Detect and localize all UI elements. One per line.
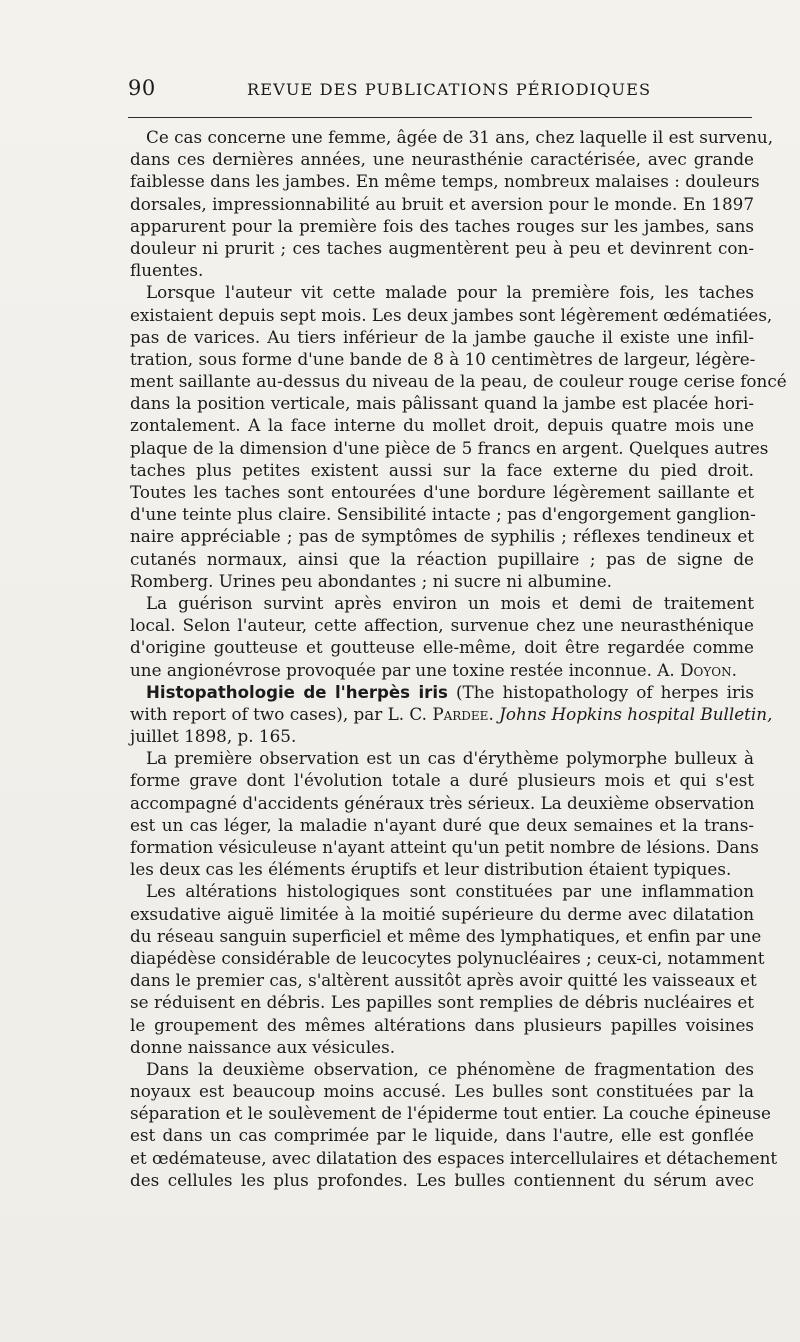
text-line: Romberg. Urines peu abondantes ; ni sucre ni albumine.: [130, 570, 613, 591]
text-line: local. Selon l'auteur, cette affection, survenue chez une neurasthénique: [130, 615, 754, 636]
text-line: juillet 1898, p. 165.: [130, 726, 297, 747]
article-title: Histopathologie de l'herpès iris: [146, 682, 448, 702]
text-line: séparation et le soulèvement de l'épiderme tout entier. La couche épineuse: [130, 1103, 771, 1124]
text-line: Toutes les taches sont entourées d'une bordure légèrement saillante et: [130, 482, 754, 502]
text-line: exsudative aiguë limitée à la moitié supérieure du derme avec dilatation: [130, 903, 754, 924]
paragraph-examination: [130, 281, 787, 592]
text-line: [130, 681, 754, 703]
header-rule: [128, 117, 752, 118]
paragraph-recovery: [130, 592, 754, 681]
text-line: se réduisent en débris. Les papilles sont remplies de débris nucléaires et: [130, 992, 754, 1013]
text-line: les deux cas les éléments éruptifs et leur distribution étaient typiques.: [130, 859, 732, 880]
paragraph-observations: [130, 747, 759, 880]
text-line: Lorsque l'auteur vit cette malade pour la première fois, les taches: [146, 282, 754, 303]
text-line: La première observation est un cas d'érythème polymorphe bulleux à: [146, 748, 754, 769]
paragraph-case-description: [130, 126, 774, 281]
author-signature: Doyon.: [680, 659, 737, 680]
article-reference: [130, 681, 773, 748]
article-author: Pardee.: [432, 703, 494, 724]
text-fragment: (The histopathology of herpes iris: [447, 681, 755, 702]
running-title: REVUE DES PUBLICATIONS PÉRIODIQUES: [247, 80, 652, 99]
text-line: dorsales, impressionnabilité au bruit et aversion pour le monde. En 1897: [130, 193, 754, 214]
text-line: fluentes.: [130, 260, 204, 281]
text-line: noyaux est beaucoup moins accusé. Les bulles sont constituées par la: [130, 1081, 754, 1102]
page-number: 90: [128, 76, 156, 100]
text-line: zontalement. A la face interne du mollet droit, depuis quatre mois une: [130, 415, 754, 436]
text-line: diapédèse considérable de leucocytes polynucléaires ; ceux-ci, notamment: [130, 947, 765, 968]
text-line: douleur ni prurit ; ces taches augmentèrent peu à peu et devinrent con-: [130, 237, 754, 258]
text-line: est dans un cas comprimée par le liquide, dans l'autre, elle est gonflée: [130, 1125, 754, 1146]
text-line: taches plus petites existent aussi sur la face externe du pied droit.: [130, 459, 754, 480]
text-line: formation vésiculeuse n'ayant atteint qu'un petit nombre de lésions. Dans: [130, 837, 759, 857]
text-line: des cellules les plus profondes. Les bulles contiennent du sérum avec: [130, 1169, 754, 1190]
page-header: [128, 74, 753, 110]
text-line: plaque de la dimension d'une pièce de 5 francs en argent. Quelques autres: [130, 437, 769, 458]
text-line: existaient depuis sept mois. Les deux jambes sont légèrement œdématiées,: [130, 304, 773, 325]
text-line: donne naissance aux vésicules.: [130, 1036, 396, 1057]
text-line: tration, sous forme d'une bande de 8 à 10 centimètres de largeur, légère-: [130, 348, 756, 369]
text-fragment: with report of two cases), par L. C.: [130, 703, 433, 724]
text-line: du réseau sanguin superficiel et même des lymphatiques, et enfin par une: [130, 925, 762, 946]
text-line: d'une teinte plus claire. Sensibilité intacte ; pas d'engorgement ganglion-: [130, 504, 756, 525]
text-line: d'origine goutteuse et goutteuse elle-même, doit être regardée comme: [130, 637, 754, 658]
text-line: Dans la deuxième observation, ce phénomène de fragmentation des: [146, 1058, 754, 1079]
text-line: dans ces dernières années, une neurasthénie caractérisée, avec grande: [130, 149, 754, 170]
text-line: naire appréciable ; pas de symptômes de syphilis ; réflexes tendineux et: [130, 526, 754, 547]
text-line: La guérison survint après environ un mois et demi de traitement: [146, 592, 754, 613]
journal-name: Johns Hopkins hospital Bulletin,: [499, 703, 773, 724]
text-line: accompagné d'accidents généraux très sérieux. La deuxième observation: [130, 792, 755, 813]
text-line: ment saillante au-dessus du niveau de la peau, de couleur rouge cerise foncé: [130, 371, 787, 392]
text-fragment: une angionévrose provoquée par une toxine restée inconnue. A.: [130, 659, 681, 680]
text-line: [130, 659, 754, 681]
body-text: [130, 126, 787, 1191]
text-line: Ce cas concerne une femme, âgée de 31 ans, chez laquelle il est survenu,: [146, 127, 774, 147]
paragraph-histology: [130, 880, 765, 1058]
text-line: est un cas léger, la maladie n'ayant duré que deux semaines et la trans-: [130, 814, 754, 835]
text-line: cutanés normaux, ainsi que la réaction pupillaire ; pas de signe de: [130, 548, 754, 569]
text-line: faiblesse dans les jambes. En même temps, nombreux malaises : douleurs: [130, 171, 760, 192]
text-line: dans la position verticale, mais pâlissant quand la jambe est placée hori-: [130, 393, 754, 414]
text-line: le groupement des mêmes altérations dans plusieurs papilles voisines: [130, 1014, 754, 1035]
text-line: dans le premier cas, s'altèrent aussitôt après avoir quitté les vaisseaux et: [130, 970, 757, 991]
text-line: forme grave dont l'évolution totale a duré plusieurs mois et qui s'est: [130, 770, 754, 791]
text-line: [130, 703, 773, 725]
text-line: Les altérations histologiques sont constituées par une inflammation: [146, 881, 754, 902]
text-line: apparurent pour la première fois des taches rouges sur les jambes, sans: [130, 215, 754, 236]
text-line: et œdémateuse, avec dilatation des espaces intercellulaires et détachement: [130, 1147, 778, 1168]
paragraph-second-observation: [130, 1058, 778, 1191]
text-line: pas de varices. Au tiers inférieur de la jambe gauche il existe une infil-: [130, 326, 754, 347]
